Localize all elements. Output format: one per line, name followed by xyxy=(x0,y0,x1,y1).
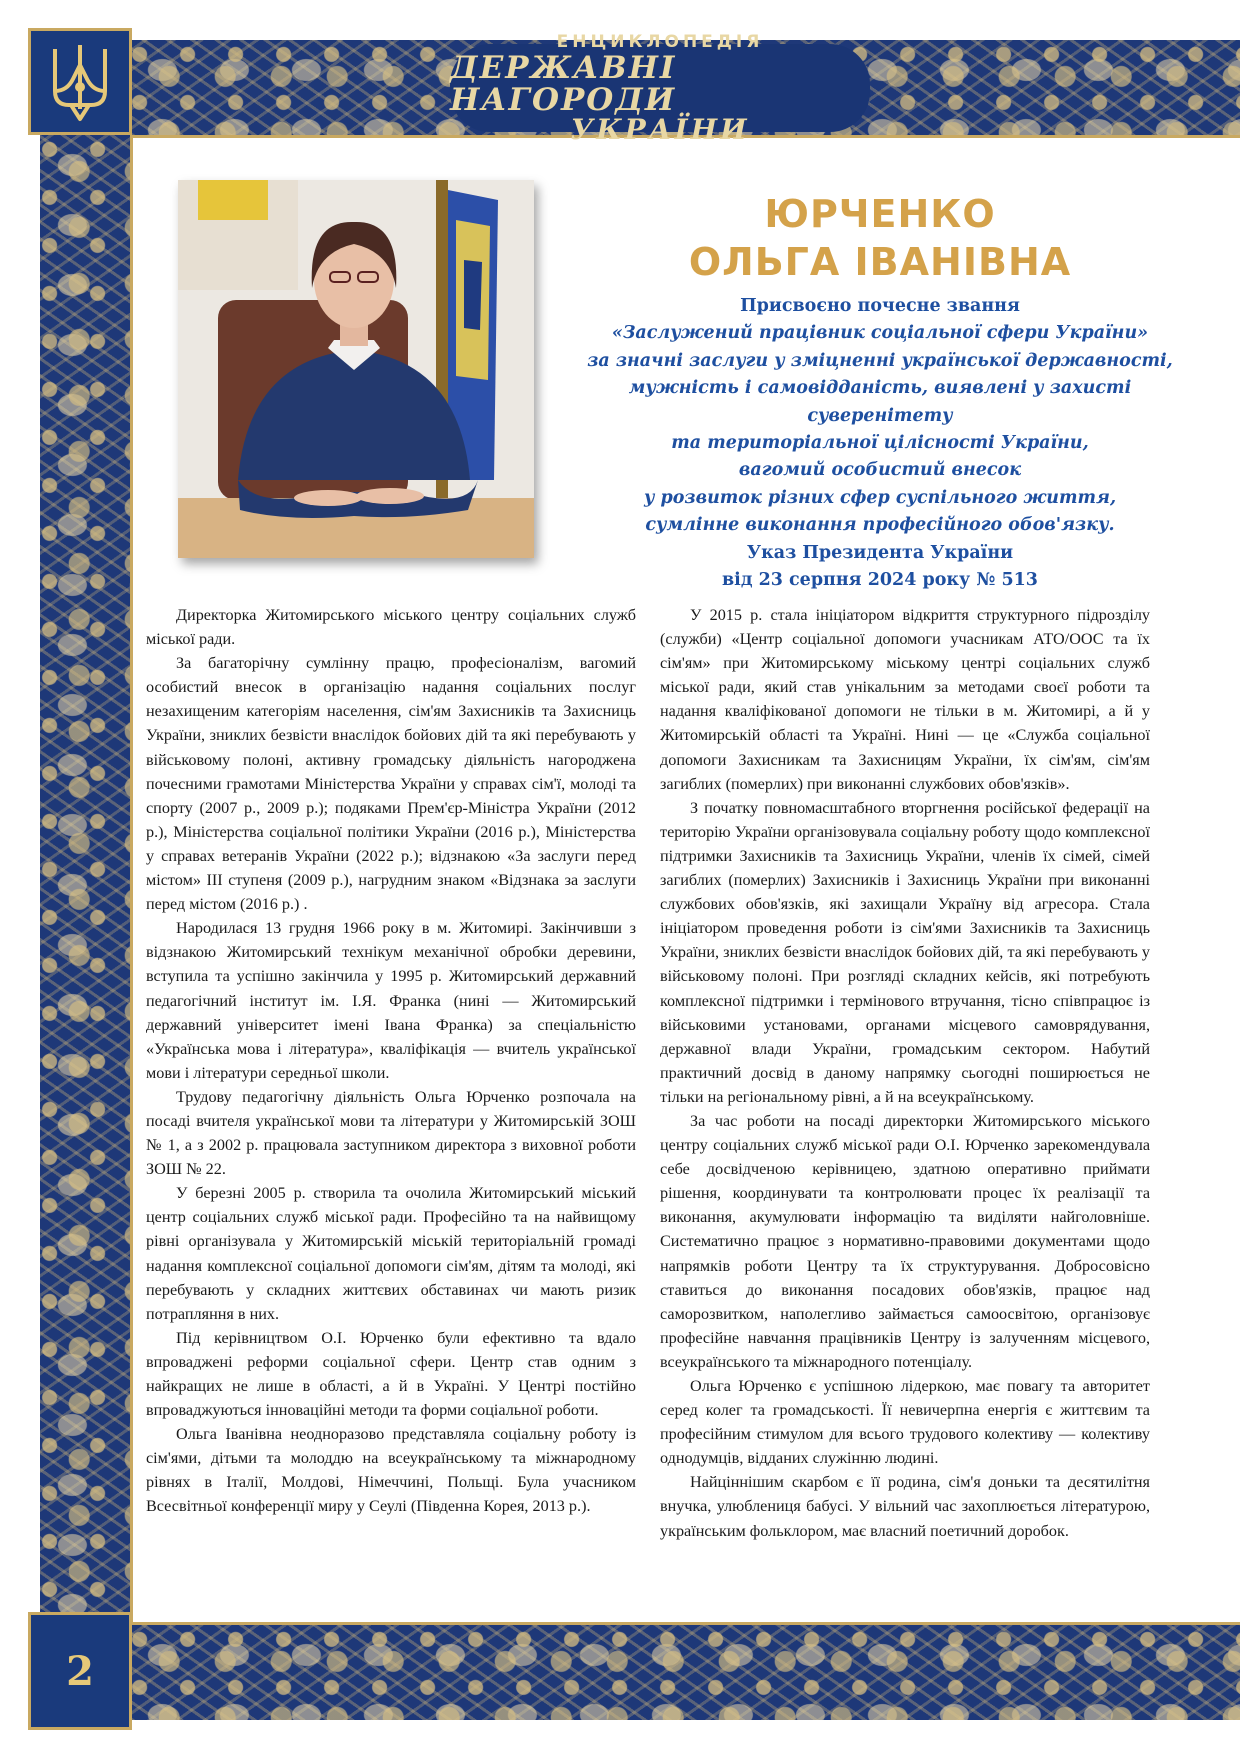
body-paragraph: Найціннішим скарбом є її родина, сім'я доньки та десятилітня внучка, улюблениця бабусі. У вільний час захоплюється літературою, українським фольклором, має власний поетичний доробок. xyxy=(660,1473,1150,1540)
frame-rule-bottom xyxy=(130,1622,1240,1625)
body-paragraph: За час роботи на посаді директорки Житомирського міського центру соціальних служб міської ради О.І. Юрченко зарекомендувала себе досвідченою керівницею, здатною оперативно приймати рішення, координувати та контролювати процес їх реалізації та виконання, акумулювати інформацію та виділяти найголовніше. Систематично працює з нормативно-правовими документами щодо напрямків роботи Центру та їх структурування. Добросовісно ставиться до виконання посадових обов'язків, працює над саморозвитком, наполегливо займається самоосвітою, організовує професійне навчання працівників Центру із залученням місцевого, всеукраїнського та міжнародного потенціалу. xyxy=(660,1111,1150,1371)
award-line-6: вагомий особистий внесок xyxy=(738,460,1022,481)
left-ornament-band xyxy=(40,135,130,1625)
body-column-right xyxy=(660,603,1150,1543)
portrait-photo xyxy=(178,180,534,558)
award-line-1: Присвоєно почесне звання xyxy=(740,296,1020,316)
body-paragraph: У березні 2005 р. створила та очолила Житомирський міський центр соціальних служб міської ради. Професійно та на найвищому рівні організувала у Житомирській міській територіальній громаді надання комплексної соціальної допомоги сім'ям, дітям та молоді, які перебувають у складних життєвих обставинах чи мають ризик потрапляння в них. xyxy=(146,1184,636,1323)
award-line-7: у розвиток різних сфер суспільного життя, xyxy=(643,487,1117,508)
series-title: ДЕРЖАВНІ НАГОРОДИ xyxy=(450,50,677,118)
body-paragraph: За багаторічну сумлінну працю, професіоналізм, вагомий особистий внесок в організацію надання соціальних послуг незахищеним категоріям населення, сім'ям Захисників та Захисниць України, зниклих безвісти внаслідок бойових дій та які перебувають у військовому полоні, активну громадську діяльність нагороджена почесними грамотами Міністерства України у справах сім'ї, молоді та спорту (2007 р., 2009 р.); подяками Прем'єр-Міністра України (2012 р.), Міністерства соціальної політики України (2016 р.), Міністерства у справах ветеранів України (2022 р.); відзнакою «За заслуги перед містом» ІІІ ступеня (2009 р.), нагрудним знаком «Відзнака за заслуги перед містом (2016 р.) . xyxy=(146,654,636,914)
body-paragraph: Під керівництвом О.І. Юрченко були ефективно та вдало впроваджені реформи соціальної сфери. Центр став одним з найкращих не лише в області, а й в Україні. У Центрі постійно впроваджуються інноваційні методи та форми соціальної роботи. xyxy=(146,1328,636,1420)
trident-icon xyxy=(47,39,113,125)
award-line-2: «Заслужений працівник соціальної сфери України» xyxy=(611,323,1149,344)
body-paragraph: З початку повномасштабного вторгнення російської федерації на територію України організовувала соціальну роботу щодо комплексної підтримки Захисників та Захисниць України, членів їх сімей, сімей загиблих (померлих) Захисників і Захисниць України при виконанні службових обов'язків, які захищали Україну від агресора. Стала ініціатором проведення роботи із сім'ями Захисників та Захисниць України, зниклих безвісти внаслідок бойових дій, та які перебувають у військовому полоні. При розгляді складних кейсів, які потребують комплексної підтримки і термінового втручання, тісно співпрацює із військовими установами, органами місцевого самоврядування, державної влади України, громадським сектором. Набутий практичний досвід в даному напрямку сьогодні поширюється не тільки на регіональному рівні, а й на всеукраїнському. xyxy=(660,798,1150,1106)
body-paragraph: Ольга Юрченко є успішною лідеркою, має повагу та авторитет серед колег та громадськості. Її невичерпна енергія є життєвим та професійним стимулом для всього трудового колективу — колективу однодумців, відданих служінню людині. xyxy=(660,1377,1150,1468)
person-name xyxy=(590,190,1170,286)
bottom-ornament-band xyxy=(130,1625,1240,1720)
body-paragraph: Ольга Іванівна неодноразово представляла соціальну роботу із сім'ями, дітьми та молоддю на всеукраїнському та міжнародному рівнях в Італії, Молдові, Німеччині, Польщі. Була учасником Всесвітньої конференції миру у Сеулі (Південна Корея, 2013 р.). xyxy=(146,1425,636,1516)
coat-of-arms-emblem xyxy=(28,28,132,135)
body-paragraph: Народилася 13 грудня 1966 року в м. Житомирі. Закінчивши з відзнакою Житомирський технікум механічної обробки деревини, вступила та успішно закінчила у 1995 р. Житомирський державний педагогічний інститут ім. І.Я. Франка (нині — Житомирський державний університет імені Івана Франка) за спеціальністю «Українська мова і література», кваліфікація — вчитель української мови і літератури середньої школи. xyxy=(146,919,636,1082)
body-paragraph: У 2015 р. стала ініціатором відкриття структурного підрозділу (служби) «Центр соціальної допомоги учасникам АТО/ООС та їх сім'ям» при Житомирському міському центрі соціальних служб міської ради, який став унікальним за методами своєї роботи та надання кваліфікованої допомоги не тільки в м. Житомирі, а й у Житомирській області та Україні. Нині — це «Служба соціальної допомоги Захисникам та Захисницям України, їх сім'ям, сім'ям загиблих (померлих) при виконанні службових обов'язків». xyxy=(660,606,1150,793)
page-number: 2 xyxy=(66,1647,94,1695)
award-line-5: та територіальної цілісності України, xyxy=(671,433,1089,454)
body-paragraph: Трудову педагогічну діяльність Ольга Юрченко розпочала на посаді вчителя української мови та літератури у Житомирській ЗОШ № 1, а з 2002 р. працювала заступником директора з виховної роботи ЗОШ № 22. xyxy=(146,1087,636,1179)
series-label: ЕНЦИКЛОПЕДІЯ xyxy=(556,32,764,52)
decree-date: від 23 серпня 2024 року № 513 xyxy=(722,570,1038,591)
award-line-8: сумлінне виконання професійного обов'язку. xyxy=(645,515,1115,536)
award-line-3: за значні заслуги у зміцненні української державності, xyxy=(587,350,1173,371)
award-line-4: мужність і самовідданість, виявлені у захисті суверенітету xyxy=(628,378,1132,426)
page-number-box xyxy=(28,1612,132,1730)
body-paragraph: Директорка Житомирського міського центру соціальних служб міської ради. xyxy=(146,606,636,649)
body-column-left xyxy=(146,603,636,1519)
award-citation xyxy=(570,293,1190,594)
series-subtitle: УКРАЇНИ xyxy=(570,113,750,146)
decree-title: Указ Президента України xyxy=(746,542,1014,563)
person-given-names: ОЛЬГА ІВАНІВНА xyxy=(688,240,1072,284)
person-surname: ЮРЧЕНКО xyxy=(764,192,996,236)
frame-rule-left xyxy=(130,135,133,1625)
series-title-plate xyxy=(450,32,870,146)
